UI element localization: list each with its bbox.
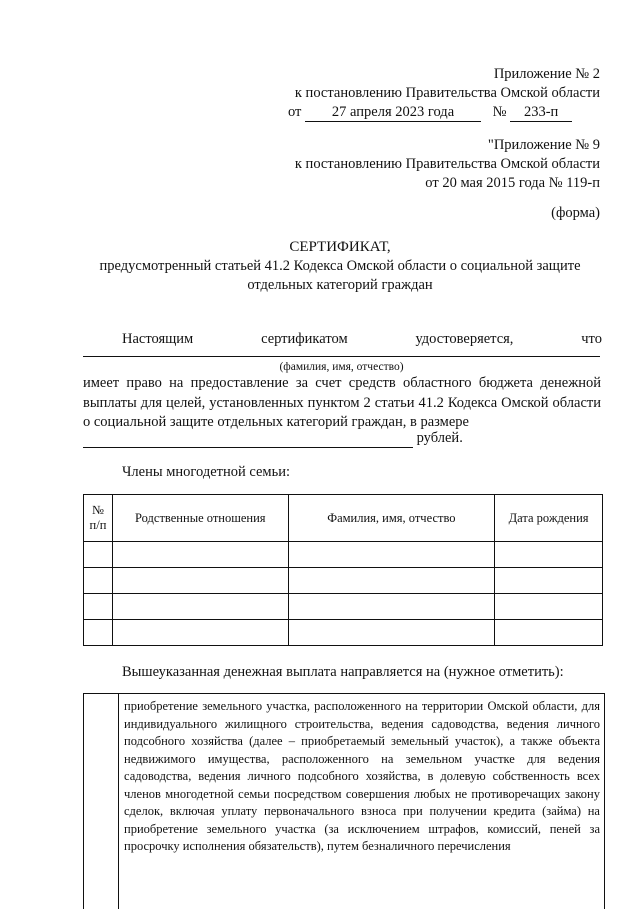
entitlement-paragraph: имеет право на предоставление за счет средств областного бюджета денежной выплаты для целей, установленных пунктом 2 статьи 41.2 Кодекса Омской области о социальной защите отдельных категорий граждан, в размере bbox=[83, 375, 601, 430]
header-annex-number: Приложение № 2 bbox=[493, 66, 600, 82]
payment-option-1-checkbox[interactable] bbox=[84, 694, 119, 909]
payment-heading: Вышеуказанная денежная выплата направляется на (нужное отметить): bbox=[122, 664, 564, 680]
members-table bbox=[83, 494, 603, 646]
members-heading: Члены многодетной семьи: bbox=[122, 464, 290, 480]
table-cell[interactable] bbox=[112, 594, 288, 620]
table-cell[interactable] bbox=[288, 620, 495, 646]
col-fio: Фамилия, имя, отчество bbox=[288, 495, 495, 542]
col-relation: Родственные отношения bbox=[112, 495, 288, 542]
table-cell[interactable] bbox=[495, 594, 603, 620]
header-number: 233-п bbox=[510, 103, 572, 122]
table-cell[interactable] bbox=[84, 594, 113, 620]
table-row bbox=[84, 620, 603, 646]
form-label: (форма) bbox=[551, 205, 600, 221]
table-cell[interactable] bbox=[495, 568, 603, 594]
amount-line bbox=[83, 428, 603, 448]
table-cell[interactable] bbox=[112, 620, 288, 646]
table-cell[interactable] bbox=[288, 594, 495, 620]
table-cell[interactable] bbox=[495, 542, 603, 568]
table-cell[interactable] bbox=[112, 542, 288, 568]
members-header-row bbox=[84, 495, 603, 542]
header-ot: от bbox=[288, 104, 302, 120]
certify-word-4: что bbox=[581, 331, 602, 347]
col-number: № п/п bbox=[84, 495, 113, 542]
certificate-title: СЕРТИФИКАТ, bbox=[289, 239, 391, 255]
annex-number: "Приложение № 9 bbox=[487, 137, 600, 153]
certificate-subtitle-1: предусмотренный статьей 41.2 Кодекса Омской области о социальной защите bbox=[99, 258, 581, 274]
table-cell[interactable] bbox=[112, 568, 288, 594]
header-date: 27 апреля 2023 года bbox=[305, 103, 481, 122]
certificate-subtitle-2: отдельных категорий граждан bbox=[247, 277, 433, 293]
certify-word-1: Настоящим bbox=[122, 331, 194, 347]
col-birthdate: Дата рождения bbox=[495, 495, 603, 542]
certify-word-3: удостоверяется, bbox=[415, 331, 514, 347]
fio-caption: (фамилия, имя, отчество) bbox=[279, 361, 404, 373]
header-decree-ref: к постановлению Правительства Омской области bbox=[294, 85, 600, 101]
table-cell[interactable] bbox=[84, 568, 113, 594]
table-cell[interactable] bbox=[84, 542, 113, 568]
annex-decree-ref: к постановлению Правительства Омской области bbox=[294, 156, 600, 172]
annex-date: от 20 мая 2015 года № 119-п bbox=[425, 175, 600, 191]
table-row bbox=[84, 594, 603, 620]
rubles-label: рублей. bbox=[416, 430, 463, 446]
fio-blank-line bbox=[83, 356, 600, 357]
payment-option-1 bbox=[83, 693, 605, 909]
certify-line bbox=[122, 329, 602, 349]
header-no: № bbox=[492, 104, 507, 120]
table-row bbox=[84, 542, 603, 568]
certify-word-2: сертификатом bbox=[261, 331, 348, 347]
table-cell[interactable] bbox=[84, 620, 113, 646]
table-cell[interactable] bbox=[288, 542, 495, 568]
amount-blank bbox=[83, 432, 413, 448]
payment-option-1-text: приобретение земельного участка, расположенного на территории Омской области, для индивидуального жилищного строительства, ведения садоводства, ведения личного подсобного хозяйства (далее – приобретаемый земельный участок), а также объекта недвижимого имущества, расположенного на земельном участке для ведения садоводства, ведения личного подсобного хозяйства, в долевую собственность всех членов многодетной семьи посредством совершения любых не противоречащих закону сделок, включая уплату первоначального взноса при получении кредита (займа) на приобретение земельного участка (за исключением штрафов, комиссий, пеней за просрочку исполнения обязательств), путем безналичного перечисления bbox=[124, 699, 600, 853]
table-cell[interactable] bbox=[288, 568, 495, 594]
table-cell[interactable] bbox=[495, 620, 603, 646]
table-row bbox=[84, 568, 603, 594]
header-date-line bbox=[288, 102, 608, 122]
